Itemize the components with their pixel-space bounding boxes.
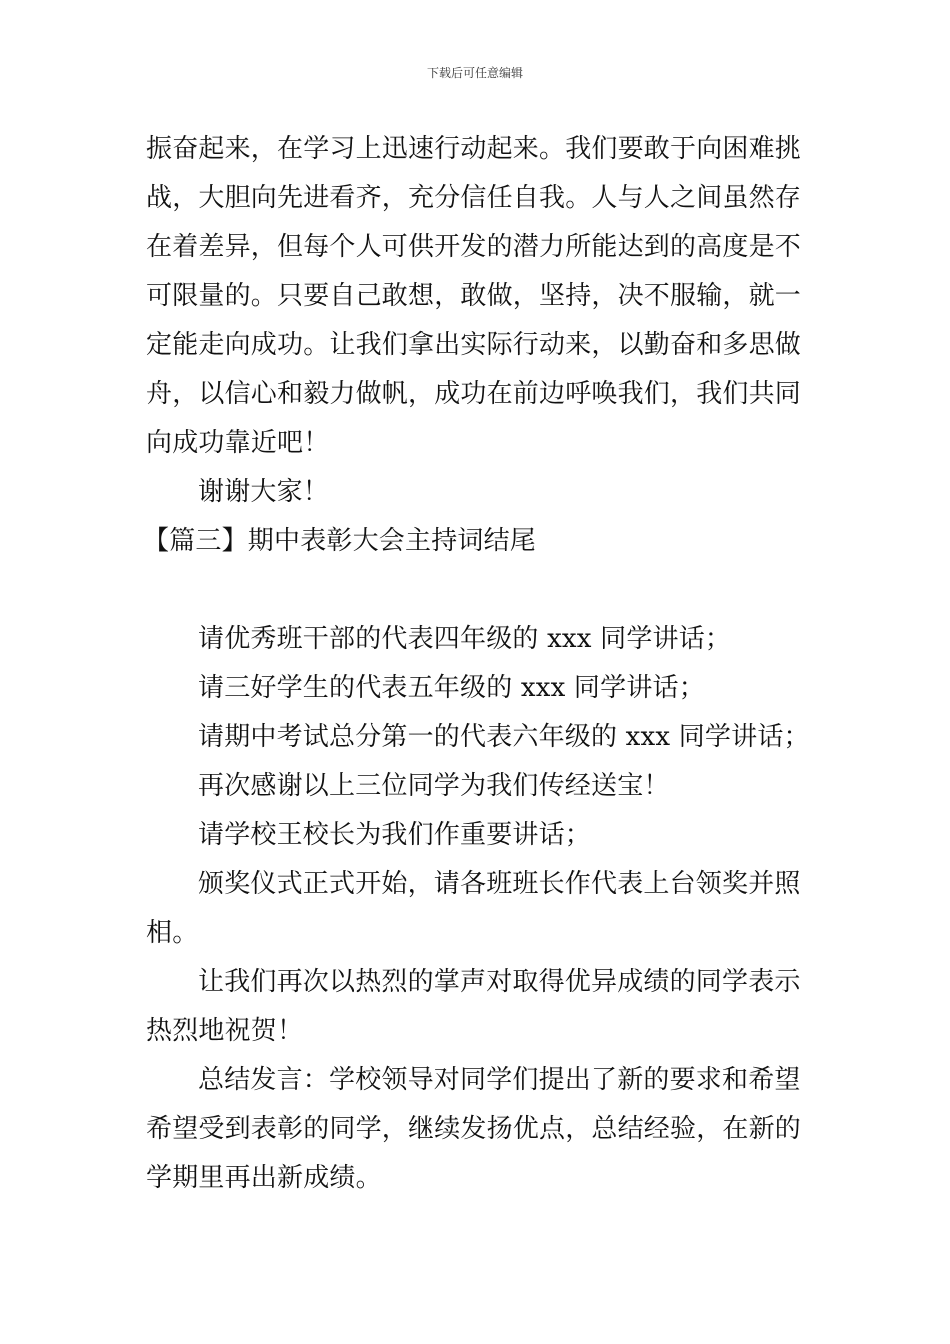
text-line: 学期里再出新成绩。 [146,1163,382,1193]
text-line: 总结发言：学校领导对同学们提出了新的要求和希望 [198,1065,801,1095]
text-line: 颁奖仪式正式开始，请各班班长作代表上台领奖并照 [198,869,801,899]
paragraph-award [146,860,806,958]
thanks-line: 谢谢大家！ [198,477,330,507]
text-line: 在着差异，但每个人可供开发的潜力所能达到的高度是不 [146,232,802,262]
text-line: 让我们再次以热烈的掌声对取得优异成绩的同学表示 [198,967,801,997]
text-line: 定能走向成功。让我们拿出实际行动来，以勤奋和多思做 [146,330,802,360]
text-line: 可限量的。只要自己敢想，敢做，坚持，决不服输，就一 [146,281,802,311]
text-line: 热烈地祝贺！ [146,1016,304,1046]
speaker-list [146,615,810,860]
paragraph-summary [146,1056,806,1203]
paragraph-applause [146,958,806,1056]
list-item: 请优秀班干部的代表四年级的 xxx 同学讲话； [198,624,732,654]
text-line: 振奋起来，在学习上迅速行动起来。我们要敢于向困难挑 [146,134,802,164]
text-line: 向成功靠近吧！ [146,428,330,458]
text-line: 舟，以信心和毅力做帆，成功在前边呼唤我们，我们共同 [146,379,802,409]
list-item: 请期中考试总分第一的代表六年级的 xxx 同学讲话； [198,722,810,752]
blank-line [146,566,806,615]
document-body [143,125,810,1203]
text-line: 相。 [146,918,199,948]
list-item: 请三好学生的代表五年级的 xxx 同学讲话； [198,673,705,703]
text-line: 希望受到表彰的同学，继续发扬优点，总结经验，在新的 [146,1114,802,1144]
paragraph-encouragement [146,125,806,468]
list-item: 再次感谢以上三位同学为我们传经送宝！ [198,771,670,801]
text-line: 战，大胆向先进看齐，充分信任自我。人与人之间虽然存 [146,183,802,213]
section-heading: 【篇三】期中表彰大会主持词结尾 [143,526,537,556]
list-item: 请学校王校长为我们作重要讲话； [198,820,592,850]
page-header: 下载后可任意编辑 [426,66,523,80]
